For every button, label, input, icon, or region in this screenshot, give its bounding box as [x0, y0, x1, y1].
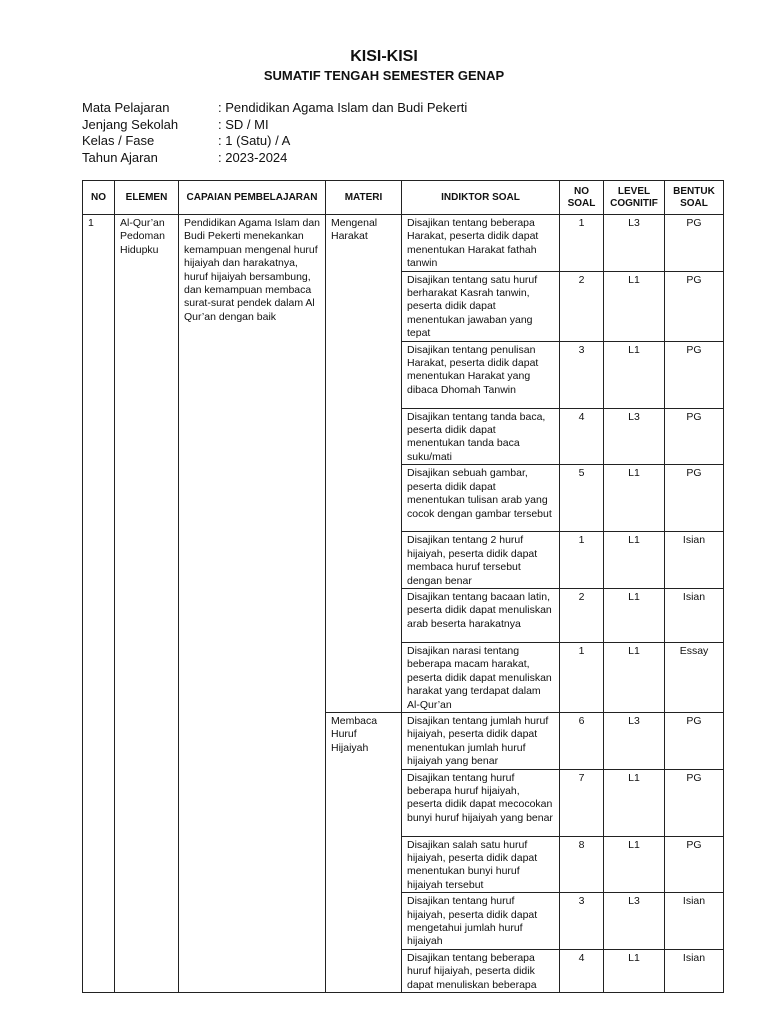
cell-indikator: Disajikan narasi tentang beberapa macam harakat, peserta didik dapat menuliskan harakat yang terdapat dalam Al-Qur’an	[402, 642, 560, 712]
header-materi: MATERI	[326, 181, 402, 215]
cell-indikator: Disajikan tentang huruf beberapa huruf hijaiyah, peserta didik dapat mecocokan bunyi huruf hijaiyah yang benar	[402, 769, 560, 836]
cell-capaian: Pendidikan Agama Islam dan Budi Pekerti menekankan kemampuan mengenal huruf hijaiyah dan harakatnya, huruf hijaiyah bersambung, dan kemampuan membaca surat-surat pendek dalam Al Qur’an dengan baik	[179, 215, 326, 993]
meta-info	[82, 100, 467, 166]
header-level: LEVEL COGNITIF	[604, 181, 665, 215]
table-row	[83, 215, 724, 272]
meta-value: : Pendidikan Agama Islam dan Budi Pekerti	[218, 100, 468, 115]
cell-no-soal: 4	[560, 949, 604, 992]
cell-level: L1	[604, 836, 665, 893]
meta-value: : 2023-2024	[218, 149, 288, 165]
meta-label: Jenjang Sekolah	[82, 116, 179, 132]
cell-no-soal: 4	[560, 408, 604, 465]
meta-label: Tahun Ajaran	[82, 149, 158, 165]
cell-no-soal: 1	[560, 532, 604, 589]
cell-indikator: Disajikan tentang bacaan latin, peserta didik dapat menuliskan arab beserta harakatnya	[402, 588, 560, 642]
cell-level: L1	[604, 465, 665, 532]
cell-level: L3	[604, 215, 665, 272]
cell-bentuk: PG	[665, 769, 724, 836]
cell-no-soal: 1	[560, 642, 604, 712]
document-subtitle: SUMATIF TENGAH SEMESTER GENAP	[263, 68, 505, 83]
cell-no-soal: 5	[560, 465, 604, 532]
header-no-soal: NO SOAL	[560, 181, 604, 215]
cell-no-soal: 2	[560, 588, 604, 642]
cell-level: L3	[604, 893, 665, 950]
cell-level: L1	[604, 532, 665, 589]
cell-materi: Membaca Huruf Hijaiyah	[326, 712, 402, 992]
grid-table	[82, 180, 724, 993]
cell-no-soal: 2	[560, 271, 604, 341]
cell-no-soal: 8	[560, 836, 604, 893]
meta-row-class-phase	[82, 133, 467, 150]
cell-indikator: Disajikan tentang jumlah huruf hijaiyah, peserta didik dapat menentukan jumlah huruf hijaiyah yang benar	[402, 712, 560, 769]
cell-no-soal: 1	[560, 215, 604, 272]
cell-no-soal: 3	[560, 893, 604, 950]
cell-indikator: Disajikan tentang beberapa Harakat, peserta didik dapat menentukan Harakat fathah tanwin	[402, 215, 560, 272]
cell-no-soal: 6	[560, 712, 604, 769]
header-elemen: ELEMEN	[115, 181, 179, 215]
cell-bentuk: Isian	[665, 588, 724, 642]
cell-elemen: Al-Qur’an Pedoman Hidupku	[115, 215, 179, 993]
document-title: KISI-KISI	[350, 48, 418, 65]
meta-row-academic-year	[82, 150, 467, 167]
cell-bentuk: PG	[665, 408, 724, 465]
cell-indikator: Disajikan sebuah gambar, peserta didik dapat menentukan tulisan arab yang cocok dengan gambar tersebut	[402, 465, 560, 532]
cell-bentuk: PG	[665, 465, 724, 532]
header-no: NO	[83, 181, 115, 215]
cell-indikator: Disajikan tentang beberapa huruf hijaiyah, peserta didik dapat menuliskan beberapa	[402, 949, 560, 992]
cell-level: L1	[604, 271, 665, 341]
cell-indikator: Disajikan salah satu huruf hijaiyah, peserta didik dapat menentukan bunyi huruf hijaiyah tersebut	[402, 836, 560, 893]
cell-bentuk: PG	[665, 215, 724, 272]
header-bentuk: BENTUK SOAL	[665, 181, 724, 215]
cell-no-soal: 7	[560, 769, 604, 836]
cell-bentuk: PG	[665, 341, 724, 408]
cell-bentuk: Isian	[665, 949, 724, 992]
cell-indikator: Disajikan tentang tanda baca, peserta didik dapat menentukan tanda baca suku/mati	[402, 408, 560, 465]
meta-row-subject	[82, 100, 467, 117]
cell-level: L1	[604, 769, 665, 836]
meta-label: Kelas / Fase	[82, 133, 155, 148]
cell-bentuk: Isian	[665, 893, 724, 950]
cell-level: L1	[604, 341, 665, 408]
cell-bentuk: PG	[665, 271, 724, 341]
cell-indikator: Disajikan tentang penulisan Harakat, peserta didik dapat menentukan Harakat yang dibaca Dhomah Tanwin	[402, 341, 560, 408]
cell-indikator: Disajikan tentang 2 huruf hijaiyah, peserta didik dapat membaca huruf tersebut dengan benar	[402, 532, 560, 589]
cell-indikator: Disajikan tentang satu huruf berharakat Kasrah tanwin, peserta didik dapat menentukan jawaban yang tepat	[402, 271, 560, 341]
meta-value: : 1 (Satu) / A	[218, 133, 291, 148]
header-indikator: INDIKTOR SOAL	[402, 181, 560, 215]
cell-level: L3	[604, 408, 665, 465]
cell-bentuk: PG	[665, 712, 724, 769]
table-header-row	[83, 181, 724, 215]
cell-indikator: Disajikan tentang huruf hijaiyah, peserta didik dapat mengetahui jumlah huruf hijaiyah	[402, 893, 560, 950]
cell-level: L3	[604, 712, 665, 769]
cell-level: L1	[604, 588, 665, 642]
header-capaian: CAPAIAN PEMBELAJARAN	[179, 181, 326, 215]
cell-level: L1	[604, 642, 665, 712]
cell-bentuk: PG	[665, 836, 724, 893]
meta-label: Mata Pelajaran	[82, 100, 170, 115]
cell-no-soal: 3	[560, 341, 604, 408]
cell-bentuk: Isian	[665, 532, 724, 589]
cell-level: L1	[604, 949, 665, 992]
cell-materi: Mengenal Harakat	[326, 215, 402, 713]
cell-no: 1	[83, 215, 115, 993]
cell-bentuk: Essay	[665, 642, 724, 712]
meta-value: : SD / MI	[218, 116, 269, 132]
meta-row-school-level	[82, 117, 467, 134]
